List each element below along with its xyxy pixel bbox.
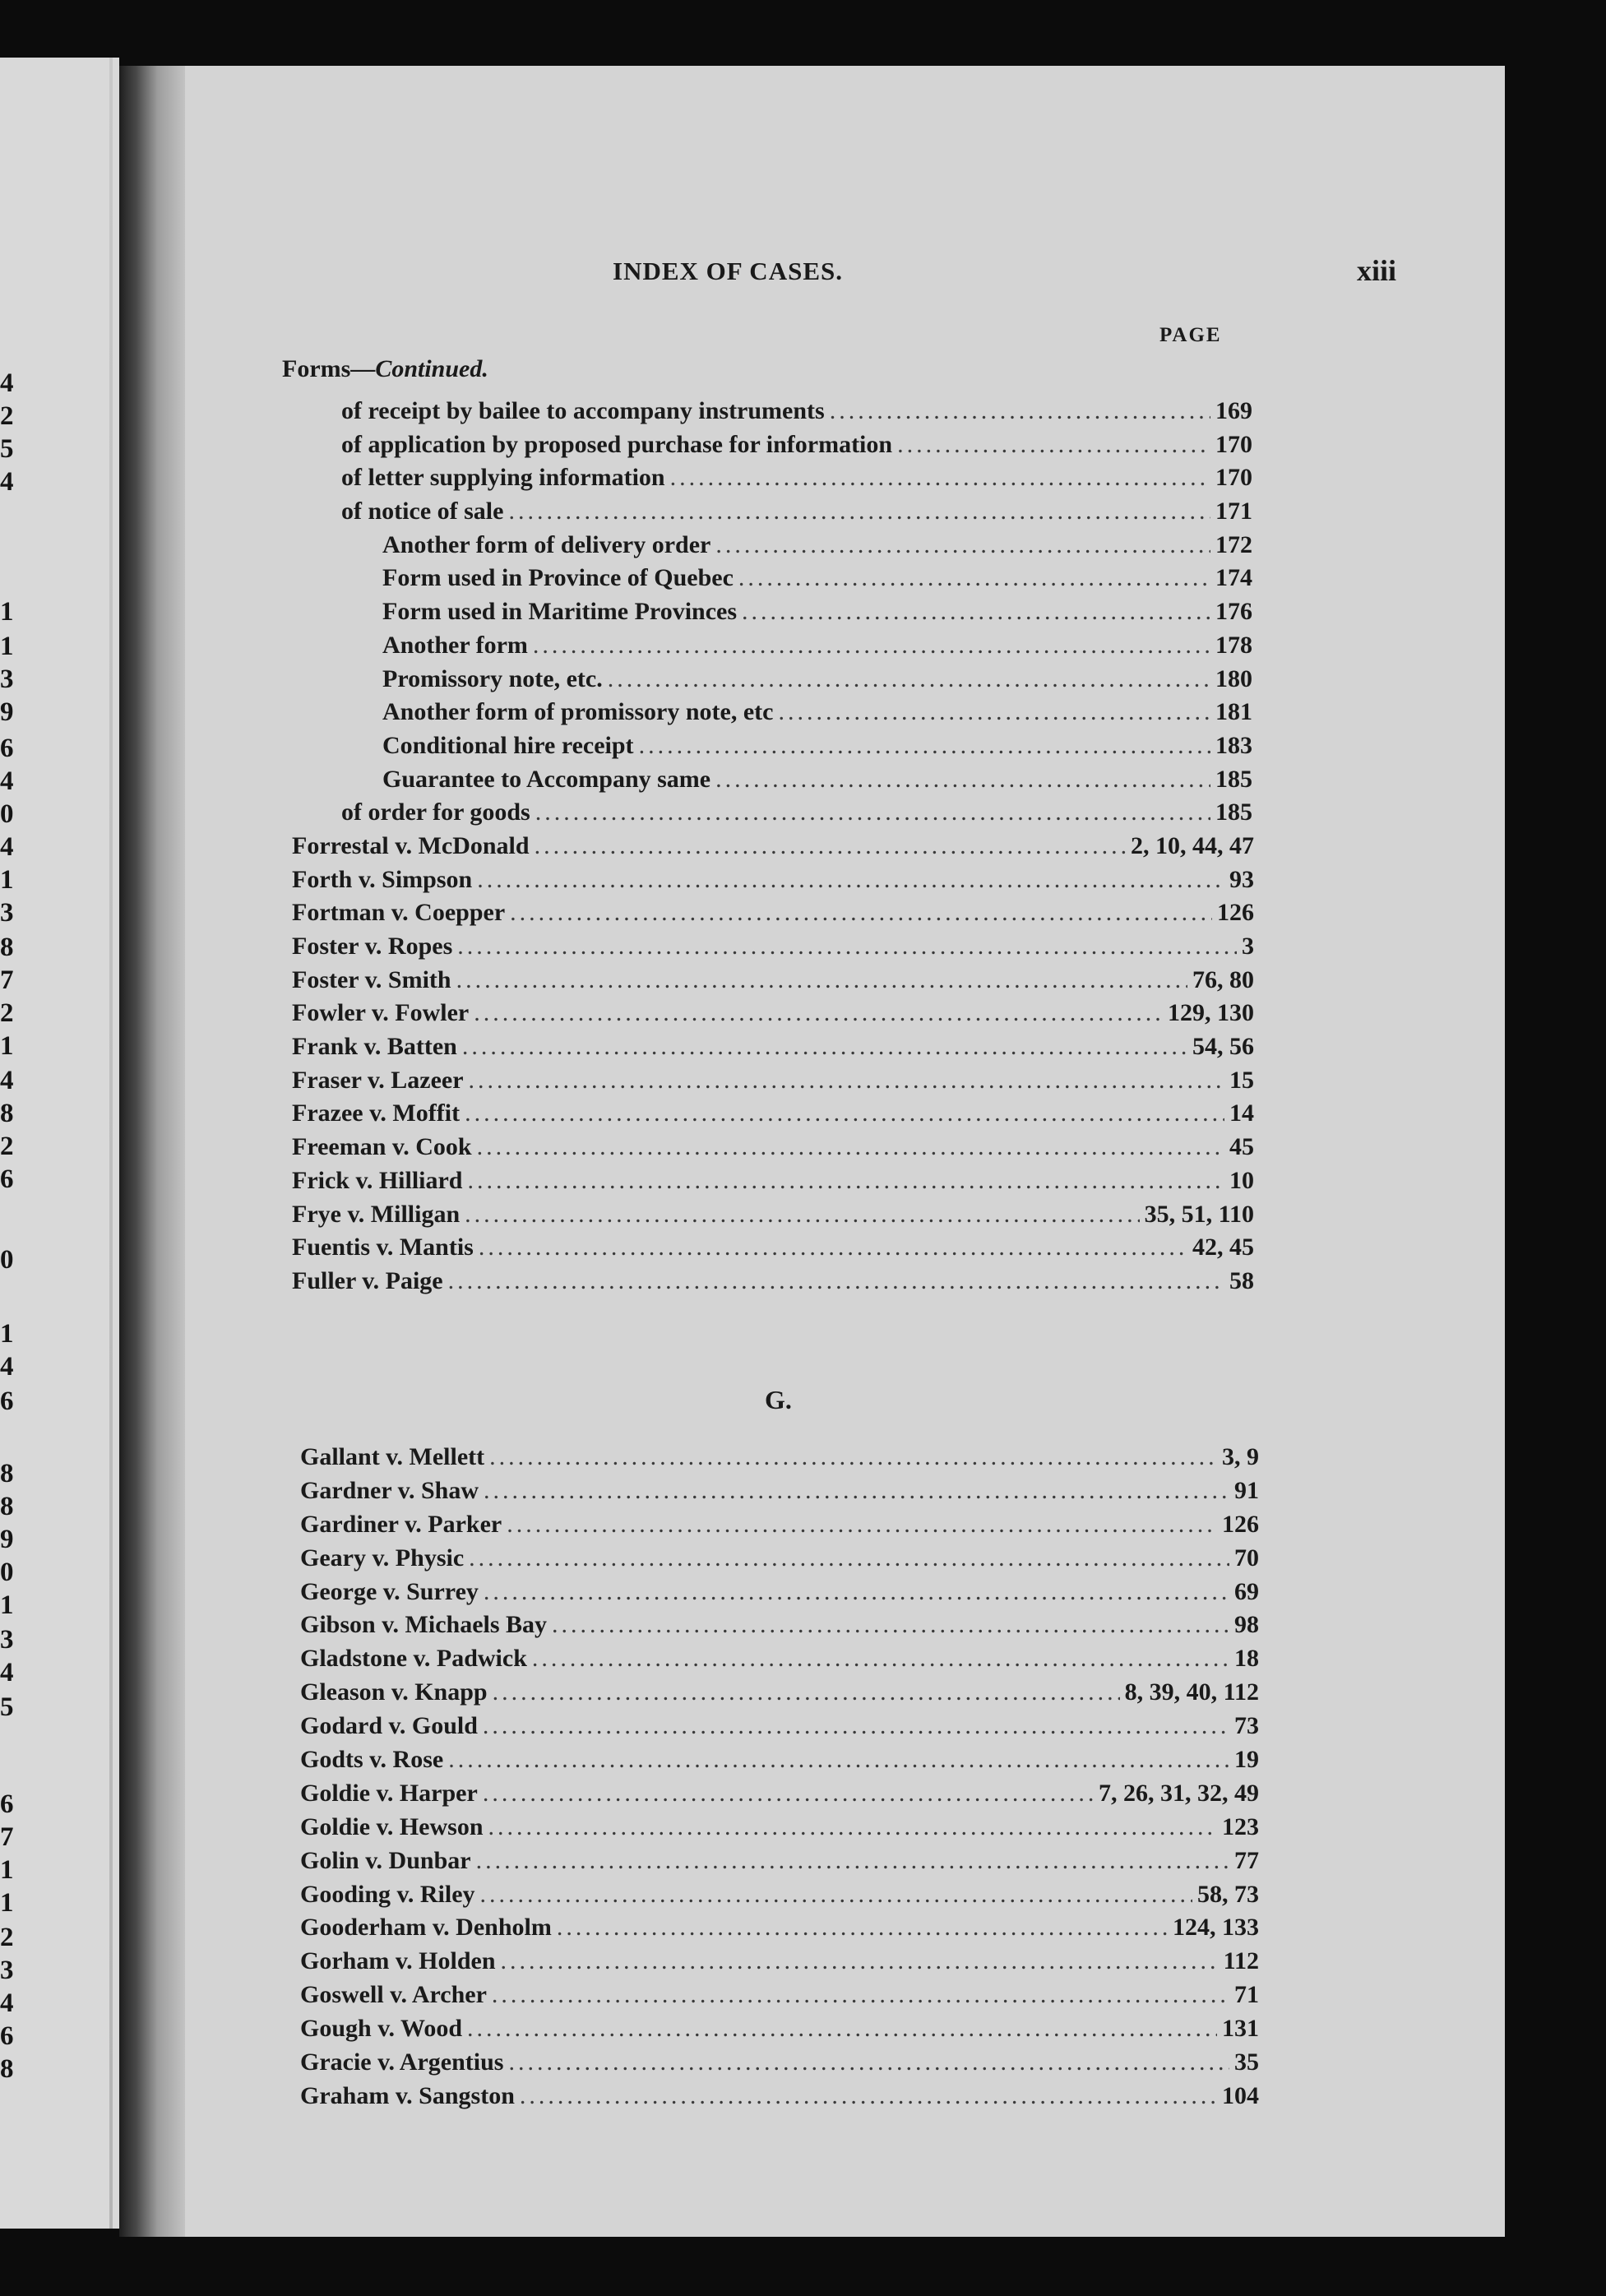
leader-dots xyxy=(532,1642,1229,1676)
entry-pages: 174 xyxy=(1215,564,1252,592)
entry-pages: 126 xyxy=(1222,1510,1259,1538)
entry-pages: 91 xyxy=(1234,1476,1259,1504)
entry-pages: 170 xyxy=(1215,430,1252,458)
leader-dots xyxy=(457,930,1237,964)
index-entry xyxy=(185,1676,1259,1710)
book-gutter xyxy=(119,66,189,2237)
index-entries-forms-and-f xyxy=(185,395,1505,1298)
entry-pages: 70 xyxy=(1234,1544,1259,1572)
leader-dots xyxy=(535,830,1126,863)
index-entry xyxy=(185,562,1252,595)
index-entry xyxy=(185,629,1252,663)
index-entry xyxy=(185,1542,1259,1576)
leader-dots xyxy=(715,763,1210,797)
index-entry xyxy=(185,1441,1259,1474)
section-heading xyxy=(282,355,488,383)
facing-page-number: 9 xyxy=(0,1525,14,1554)
entry-name: Gorham v. Holden xyxy=(300,1947,496,1975)
index-entry xyxy=(185,428,1252,462)
facing-page-number: 1 xyxy=(0,1855,14,1885)
entry-name: Godard v. Gould xyxy=(300,1712,478,1740)
entry-pages: 10 xyxy=(1229,1166,1254,1194)
facing-page-number: 5 xyxy=(0,434,14,464)
entry-name: Frye v. Milligan xyxy=(292,1200,461,1228)
entry-pages: 124, 133 xyxy=(1173,1914,1259,1942)
index-entry xyxy=(185,529,1252,562)
index-entry xyxy=(185,1231,1254,1265)
facing-page-number: 1 xyxy=(0,632,14,661)
facing-page-number: 0 xyxy=(0,1245,14,1275)
index-entry xyxy=(185,729,1252,763)
facing-page-number: 1 xyxy=(0,1590,14,1620)
facing-page-number: 3 xyxy=(0,664,14,694)
entry-pages: 176 xyxy=(1215,598,1252,626)
facing-page-number: 7 xyxy=(0,1822,14,1852)
facing-page-number: 6 xyxy=(0,1164,14,1194)
index-entry xyxy=(185,1474,1259,1508)
index-entry xyxy=(185,1131,1254,1164)
index-entry xyxy=(185,1878,1259,1912)
facing-page-number: 2 xyxy=(0,1132,14,1161)
index-entry xyxy=(185,1198,1254,1232)
entry-pages: 123 xyxy=(1222,1812,1259,1840)
entry-pages: 35 xyxy=(1234,2048,1259,2076)
facing-page-number: 4 xyxy=(0,1658,14,1687)
leader-dots xyxy=(742,595,1210,629)
facing-page-number: 6 xyxy=(0,1789,14,1819)
leader-dots xyxy=(508,495,1210,529)
index-entry xyxy=(185,2080,1259,2113)
entry-name: Golin v. Dunbar xyxy=(300,1846,471,1874)
index-entry xyxy=(185,1845,1259,1878)
leader-dots xyxy=(465,1097,1224,1131)
entry-pages: 170 xyxy=(1215,464,1252,492)
entry-pages: 15 xyxy=(1229,1066,1254,1094)
entry-name: Foster v. Smith xyxy=(292,965,451,993)
facing-page-number: 1 xyxy=(0,865,14,895)
section-heading-continued: Continued. xyxy=(375,355,488,382)
entry-pages: 104 xyxy=(1222,2081,1259,2109)
leader-dots xyxy=(484,1474,1229,1508)
entry-name: Promissory note, etc. xyxy=(382,664,603,692)
entry-name: Gallant v. Mellett xyxy=(300,1443,485,1470)
leader-dots xyxy=(484,1576,1229,1609)
leader-dots xyxy=(489,1441,1217,1474)
entry-pages: 18 xyxy=(1234,1645,1259,1673)
index-entry xyxy=(185,2046,1259,2080)
entry-pages: 77 xyxy=(1234,1846,1259,1874)
entry-name: Frick v. Hilliard xyxy=(292,1166,463,1194)
entry-pages: 19 xyxy=(1234,1746,1259,1774)
facing-page-number: 4 xyxy=(0,1988,14,2018)
facing-page-number: 9 xyxy=(0,697,14,727)
entry-pages: 54, 56 xyxy=(1192,1033,1254,1061)
entry-name: Fraser v. Lazeer xyxy=(292,1066,464,1094)
entry-name: George v. Surrey xyxy=(300,1577,479,1605)
index-entry xyxy=(185,1911,1259,1945)
index-entry xyxy=(185,2012,1259,2046)
index-entry xyxy=(185,1710,1259,1743)
facing-page-number: 1 xyxy=(0,1888,14,1918)
index-entry xyxy=(185,863,1254,897)
leader-dots xyxy=(520,2080,1217,2113)
leader-dots xyxy=(483,1777,1094,1811)
leader-dots xyxy=(493,1676,1120,1710)
entry-pages: 183 xyxy=(1215,731,1252,759)
facing-page-number: 7 xyxy=(0,965,14,995)
facing-page-number: 0 xyxy=(0,1558,14,1587)
entry-name: of application by proposed purchase for information xyxy=(341,430,893,458)
leader-dots xyxy=(715,529,1210,562)
entry-name: Goswell v. Archer xyxy=(300,1981,487,2009)
index-entry xyxy=(185,1030,1254,1064)
leader-dots xyxy=(508,2046,1229,2080)
entry-name: of receipt by bailee to accompany instruments xyxy=(341,397,825,424)
entry-pages: 73 xyxy=(1234,1712,1259,1740)
leader-dots xyxy=(488,1811,1217,1845)
entry-pages: 112 xyxy=(1223,1947,1259,1975)
index-entry xyxy=(185,763,1252,797)
entry-name: Gardiner v. Parker xyxy=(300,1510,502,1538)
leader-dots xyxy=(479,1231,1187,1265)
entry-name: Godts v. Rose xyxy=(300,1746,444,1774)
entry-pages: 76, 80 xyxy=(1192,965,1254,993)
index-entry xyxy=(185,1811,1259,1845)
facing-page-number: 5 xyxy=(0,1692,14,1722)
entry-pages: 129, 130 xyxy=(1168,999,1254,1027)
page-column-label: PAGE xyxy=(1159,324,1222,346)
index-entry xyxy=(185,461,1252,495)
entry-name: Guarantee to Accompany same xyxy=(382,765,711,793)
entry-pages: 93 xyxy=(1229,865,1254,893)
entry-name: Forrestal v. McDonald xyxy=(292,831,530,859)
index-entry xyxy=(185,696,1252,729)
index-entry xyxy=(185,1576,1259,1609)
entry-pages: 185 xyxy=(1215,765,1252,793)
entry-name: Form used in Maritime Provinces xyxy=(382,598,738,626)
index-entry xyxy=(185,930,1254,964)
entry-name: Gooding v. Riley xyxy=(300,1880,475,1908)
entry-name: Gladstone v. Padwick xyxy=(300,1645,527,1673)
facing-page-edge xyxy=(109,58,113,2229)
entry-name: Fuentis v. Mantis xyxy=(292,1234,474,1261)
entry-name: Frank v. Batten xyxy=(292,1033,457,1061)
entry-name: Gooderham v. Denholm xyxy=(300,1914,552,1942)
entry-name: Another form of promissory note, etc xyxy=(382,698,774,726)
entry-name: Forth v. Simpson xyxy=(292,865,473,893)
entry-name: Geary v. Physic xyxy=(300,1544,465,1572)
facing-page-number: 2 xyxy=(0,998,14,1028)
facing-page-number: 3 xyxy=(0,898,14,928)
leader-dots xyxy=(474,997,1163,1030)
facing-page-number: 4 xyxy=(0,766,14,796)
entry-name: Graham v. Sangston xyxy=(300,2081,515,2109)
leader-dots xyxy=(778,696,1210,729)
entry-pages: 45 xyxy=(1229,1133,1254,1161)
facing-page-number: 4 xyxy=(0,1352,14,1382)
index-entry xyxy=(185,1508,1259,1542)
index-entry xyxy=(185,1945,1259,1979)
facing-page-number: 2 xyxy=(0,1923,14,1952)
index-entries-g xyxy=(185,1441,1505,2113)
entry-pages: 178 xyxy=(1215,631,1252,659)
entry-name: Frazee v. Moffit xyxy=(292,1099,461,1127)
entry-name: Fortman v. Coepper xyxy=(292,899,506,927)
index-entry xyxy=(185,896,1254,930)
leader-dots xyxy=(465,1198,1140,1232)
facing-page-number: 4 xyxy=(0,832,14,862)
entry-pages: 131 xyxy=(1222,2015,1259,2043)
entry-pages: 172 xyxy=(1215,530,1252,558)
leader-dots xyxy=(738,562,1210,595)
leader-dots xyxy=(507,1508,1217,1542)
entry-pages: 180 xyxy=(1215,664,1252,692)
facing-page-number: 6 xyxy=(0,2021,14,2051)
entry-pages: 58 xyxy=(1229,1266,1254,1294)
leader-dots xyxy=(670,461,1210,495)
entry-pages: 3 xyxy=(1242,933,1254,960)
index-entry xyxy=(185,1064,1254,1098)
index-entry xyxy=(185,997,1254,1030)
entry-name: Gardner v. Shaw xyxy=(300,1476,479,1504)
entry-pages: 3, 9 xyxy=(1222,1443,1259,1470)
entry-name: of notice of sale xyxy=(341,498,504,525)
page-number: xiii xyxy=(1357,254,1397,287)
facing-page-number: 8 xyxy=(0,1492,14,1521)
running-header xyxy=(185,254,1505,298)
entry-pages: 71 xyxy=(1234,1981,1259,2009)
facing-page-number: 0 xyxy=(0,799,14,829)
entry-pages: 58, 73 xyxy=(1197,1880,1259,1908)
index-entry xyxy=(185,1097,1254,1131)
page-title: INDEX OF CASES. xyxy=(613,257,843,285)
index-entry xyxy=(185,395,1252,428)
entry-name: Goldie v. Hewson xyxy=(300,1812,484,1840)
facing-page-number: 3 xyxy=(0,1956,14,1985)
entry-name: Another form of delivery order xyxy=(382,530,711,558)
leader-dots xyxy=(448,1265,1224,1298)
entry-pages: 69 xyxy=(1234,1577,1259,1605)
leader-dots xyxy=(510,896,1212,930)
index-entry xyxy=(185,1979,1259,2012)
leader-dots xyxy=(468,1164,1225,1198)
leader-dots xyxy=(477,1131,1224,1164)
entry-pages: 14 xyxy=(1229,1099,1254,1127)
leader-dots xyxy=(469,1542,1229,1576)
entry-name: Goldie v. Harper xyxy=(300,1779,478,1807)
entry-pages: 35, 51, 110 xyxy=(1144,1200,1254,1228)
entry-pages: 171 xyxy=(1215,498,1252,525)
leader-dots xyxy=(476,1845,1229,1878)
leader-dots xyxy=(462,1030,1187,1064)
index-entry xyxy=(185,1777,1259,1811)
facing-page-number: 4 xyxy=(0,1066,14,1095)
entry-name: Gibson v. Michaels Bay xyxy=(300,1611,548,1639)
entry-name: Foster v. Ropes xyxy=(292,933,453,960)
leader-dots xyxy=(492,1979,1229,2012)
leader-dots xyxy=(469,1064,1224,1098)
leader-dots xyxy=(639,729,1210,763)
index-entry xyxy=(185,1265,1254,1298)
entry-name: Gleason v. Knapp xyxy=(300,1678,488,1706)
facing-page-number: 6 xyxy=(0,734,14,763)
index-entry xyxy=(185,595,1252,629)
letter-heading-g: G. xyxy=(765,1385,792,1414)
entry-name: of order for goods xyxy=(341,799,530,826)
leader-dots xyxy=(830,395,1210,428)
entry-name: Fuller v. Paige xyxy=(292,1266,443,1294)
facing-page-number: 6 xyxy=(0,1386,14,1416)
leader-dots xyxy=(456,964,1187,998)
entry-name: Gracie v. Argentius xyxy=(300,2048,504,2076)
leader-dots xyxy=(608,663,1210,697)
leader-dots xyxy=(501,1945,1219,1979)
entry-pages: 8, 39, 40, 112 xyxy=(1124,1678,1259,1706)
leader-dots xyxy=(533,629,1210,663)
entry-pages: 181 xyxy=(1215,698,1252,726)
leader-dots xyxy=(552,1609,1229,1642)
facing-page-number: 8 xyxy=(0,933,14,962)
entry-name: of letter supplying information xyxy=(341,464,665,492)
entry-name: Conditional hire receipt xyxy=(382,731,634,759)
section-heading-prefix: Forms— xyxy=(282,355,376,382)
facing-page-number: 8 xyxy=(0,1099,14,1128)
entry-pages: 42, 45 xyxy=(1192,1234,1254,1261)
entry-pages: 98 xyxy=(1234,1611,1259,1639)
index-entry xyxy=(185,1642,1259,1676)
entry-name: Another form xyxy=(382,631,528,659)
index-entry xyxy=(185,1743,1259,1777)
leader-dots xyxy=(557,1911,1168,1945)
facing-page-number: 8 xyxy=(0,2054,14,2084)
index-entry xyxy=(185,796,1252,830)
entry-name: Freeman v. Cook xyxy=(292,1133,472,1161)
leader-dots xyxy=(477,863,1224,897)
index-entry xyxy=(185,830,1254,863)
facing-page-number: 2 xyxy=(0,401,14,431)
facing-page-number: 1 xyxy=(0,597,14,627)
facing-page-number: 3 xyxy=(0,1625,14,1655)
facing-page-number: 1 xyxy=(0,1031,14,1061)
entry-name: Gough v. Wood xyxy=(300,2015,463,2043)
index-entry xyxy=(185,1164,1254,1198)
entry-pages: 169 xyxy=(1215,397,1252,424)
facing-page-number: 8 xyxy=(0,1459,14,1488)
index-page xyxy=(185,66,1505,2237)
leader-dots xyxy=(897,428,1210,462)
leader-dots xyxy=(467,2012,1217,2046)
leader-dots xyxy=(480,1878,1192,1912)
entry-pages: 2, 10, 44, 47 xyxy=(1131,831,1254,859)
facing-page-number: 4 xyxy=(0,368,14,398)
entry-pages: 185 xyxy=(1215,799,1252,826)
entry-name: Form used in Province of Quebec xyxy=(382,564,734,592)
facing-page-number: 4 xyxy=(0,467,14,497)
leader-dots xyxy=(483,1710,1229,1743)
index-entry xyxy=(185,964,1254,998)
facing-page-number: 1 xyxy=(0,1319,14,1349)
index-entry xyxy=(185,495,1252,529)
leader-dots xyxy=(535,796,1210,830)
facing-page xyxy=(0,58,119,2229)
entry-pages: 126 xyxy=(1217,899,1254,927)
leader-dots xyxy=(448,1743,1229,1777)
index-entry xyxy=(185,1609,1259,1642)
index-entry xyxy=(185,663,1252,697)
entry-name: Fowler v. Fowler xyxy=(292,999,470,1027)
entry-pages: 7, 26, 31, 32, 49 xyxy=(1099,1779,1259,1807)
